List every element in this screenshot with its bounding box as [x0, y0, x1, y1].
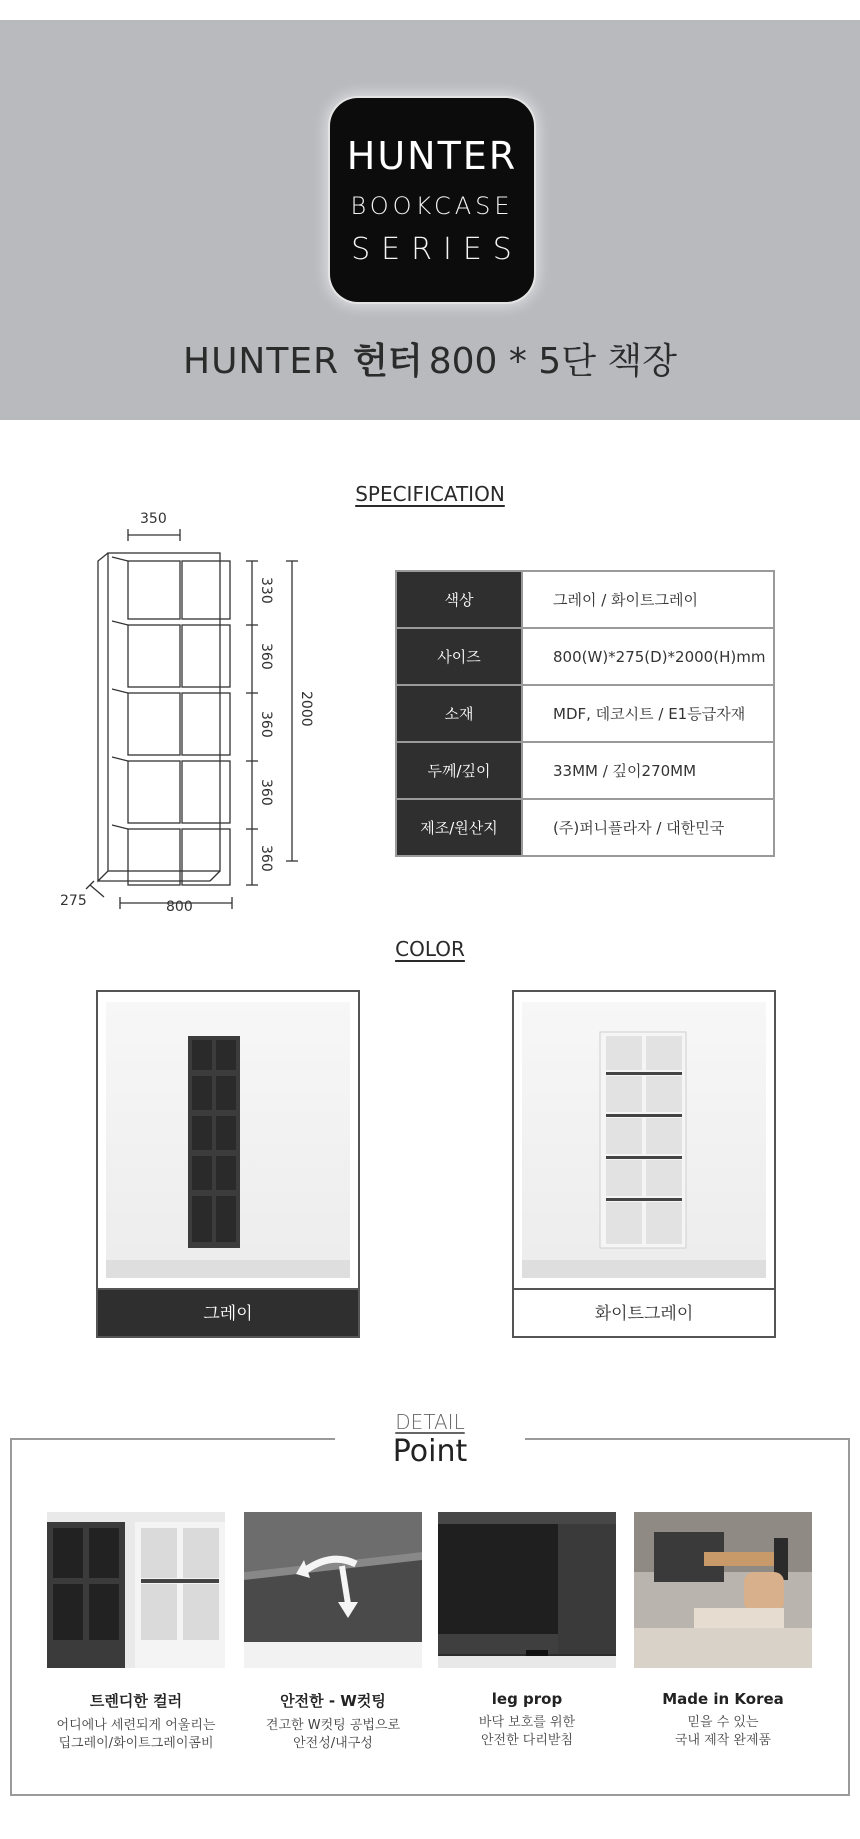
spec-row: [396, 685, 774, 742]
dim-shelf-4: 360: [258, 779, 274, 806]
detail-point-desc: 어디에나 세련되게 어울리는 딥그레이/화이트그레이콤비: [56, 1718, 216, 1751]
product-title-en: HUNTER: [183, 341, 340, 382]
detail-point: [438, 1512, 616, 1750]
spec-key: 제조/원산지: [396, 799, 522, 856]
spec-row: [396, 571, 774, 628]
spec-value: 그레이 / 화이트그레이: [522, 571, 774, 628]
dim-shelf-1: 330: [258, 577, 274, 604]
brand-logo: [330, 98, 534, 302]
hero-banner: [0, 20, 860, 420]
spec-key: 색상: [396, 571, 522, 628]
detail-heading: Point: [392, 1434, 468, 1469]
logo-line-bookcase: BOOKCASE: [350, 192, 514, 220]
spec-row: [396, 628, 774, 685]
dim-shelf-2: 360: [258, 643, 274, 670]
color-heading: COLOR: [395, 937, 465, 961]
made-in-korea-image: [634, 1512, 812, 1668]
logo-line-series: SERIES: [351, 232, 523, 267]
color-option-white-gray[interactable]: [512, 990, 776, 1338]
bookcase-line-drawing: [60, 505, 320, 925]
detail-point-desc: 믿을 수 있는 국내 제작 완제품: [674, 1715, 772, 1748]
detail-point-desc: 견고한 W컷팅 공법으로 안전성/내구성: [265, 1718, 401, 1751]
gray-bookcase-photo: [106, 1002, 350, 1278]
detail-point: [47, 1512, 225, 1753]
spec-key: 사이즈: [396, 628, 522, 685]
detail-point-title: 안전한 - W컷팅: [280, 1692, 386, 1710]
spec-key: 두께/깊이: [396, 742, 522, 799]
product-title-ko: 헌터: [353, 341, 423, 382]
detail-point: [244, 1512, 422, 1753]
dim-shelf-3: 360: [258, 711, 274, 738]
dim-shelf-5: 360: [258, 845, 274, 872]
white-gray-bookcase-photo: [522, 1002, 766, 1278]
spec-table: [395, 570, 775, 857]
dim-width: 800: [166, 899, 193, 915]
product-title: [0, 333, 860, 384]
dim-depth: 275: [60, 893, 87, 909]
logo-line-hunter: HUNTER: [346, 134, 518, 178]
detail-point-title: leg prop: [491, 1690, 563, 1708]
spec-row: [396, 742, 774, 799]
specification-heading: SPECIFICATION: [355, 482, 505, 506]
color-option-label: 그레이: [98, 1288, 358, 1336]
leg-prop-image: [438, 1512, 616, 1668]
white-gray-bookcase-image: [522, 1002, 766, 1278]
detail-point: [634, 1512, 812, 1750]
spec-row: [396, 799, 774, 856]
spec-value: MDF, 데코시트 / E1등급자재: [522, 685, 774, 742]
gray-bookcase-image: [106, 1002, 350, 1278]
detail-subheading: DETAIL: [395, 1410, 465, 1434]
detail-point-title: 트렌디한 컬러: [89, 1692, 183, 1710]
spec-value: 800(W)*275(D)*2000(H)mm: [522, 628, 774, 685]
spec-key: 소재: [396, 685, 522, 742]
trendy-color-image: [47, 1512, 225, 1668]
dim-top-width: 350: [140, 511, 167, 527]
detail-point-desc: 바닥 보호를 위한 안전한 다리받침: [478, 1715, 576, 1748]
spec-value: (주)퍼니플라자 / 대한민국: [522, 799, 774, 856]
dimension-drawing: [60, 505, 320, 925]
detail-point-title: Made in Korea: [662, 1690, 784, 1708]
color-option-label: 화이트그레이: [514, 1288, 774, 1336]
spec-value: 33MM / 깊이270MM: [522, 742, 774, 799]
product-title-rest: 800 * 5단 책장: [428, 341, 677, 382]
dim-total-height: 2000: [298, 691, 314, 727]
w-cutting-image: [244, 1512, 422, 1668]
color-option-gray[interactable]: [96, 990, 360, 1338]
